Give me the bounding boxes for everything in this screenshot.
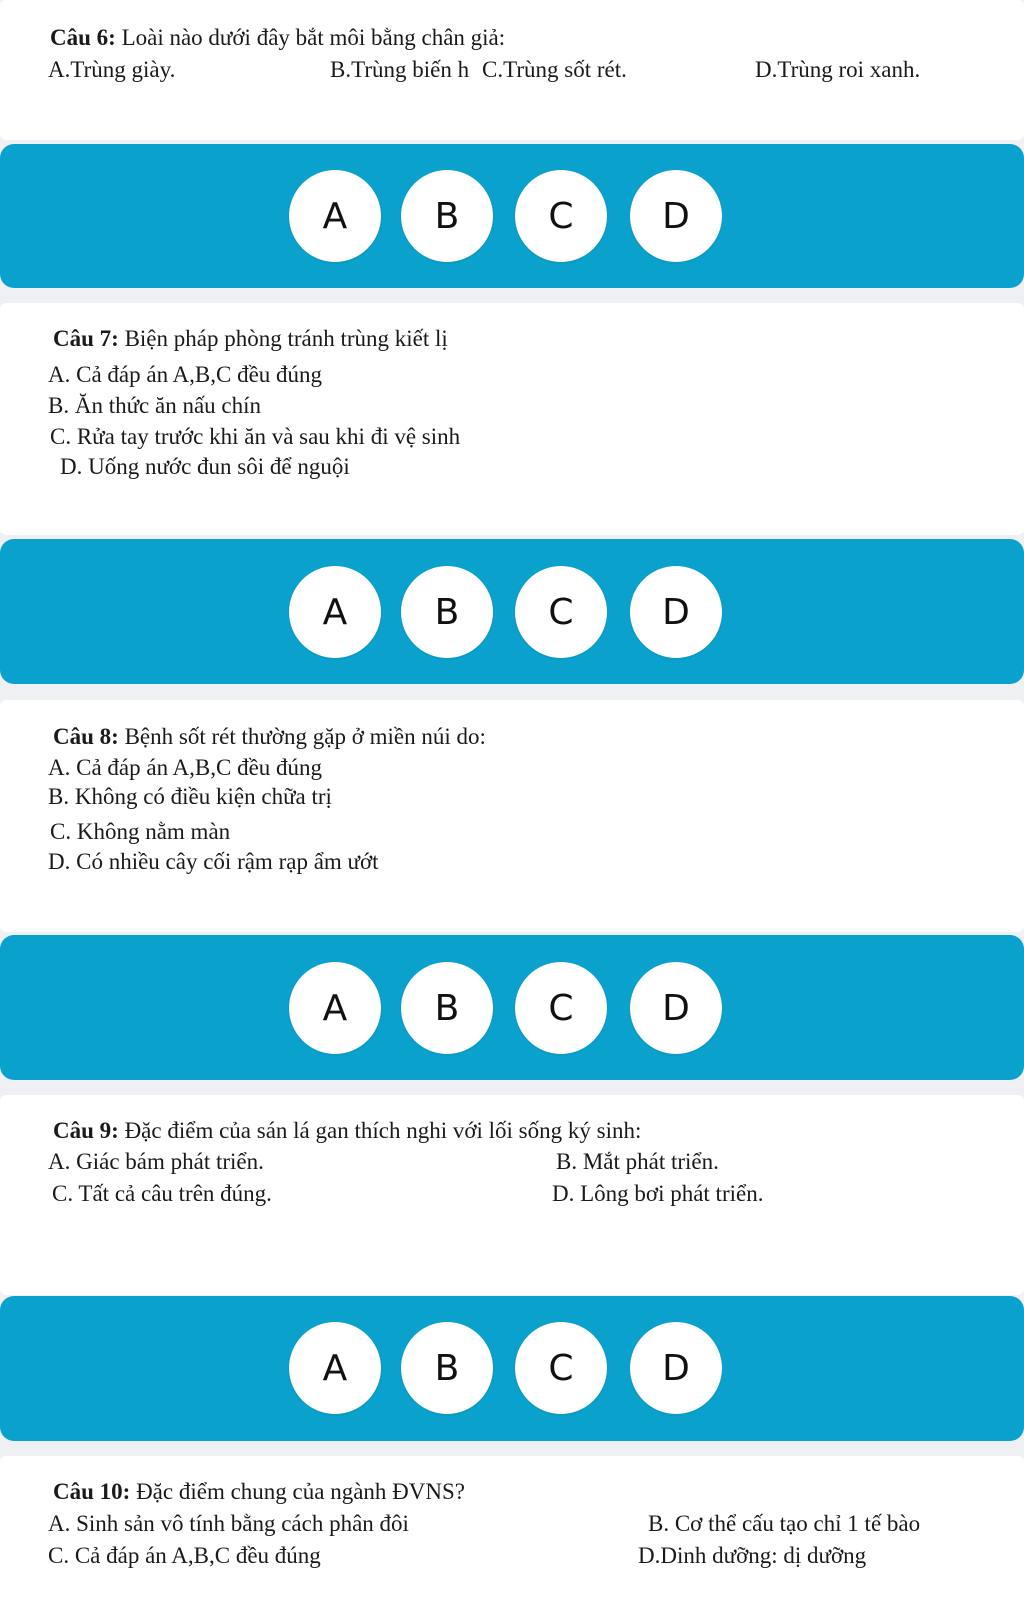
choice-c-button[interactable]: C	[515, 170, 607, 262]
choice-b-button[interactable]: B	[401, 170, 493, 262]
option-c: C. Rửa tay trước khi ăn và sau khi đi vệ sinh	[50, 424, 461, 449]
option-d: D. Lông bơi phát triển.	[552, 1181, 764, 1206]
choice-a-button[interactable]: A	[289, 566, 381, 658]
option-c: C. Tất cả câu trên đúng.	[52, 1181, 272, 1206]
question-number: Câu 10:	[53, 1479, 131, 1504]
question-title-6	[50, 26, 505, 49]
option-d: D.Trùng roi xanh.	[755, 57, 921, 82]
choice-d-button[interactable]: D	[630, 170, 722, 262]
choice-a-button[interactable]: A	[289, 1322, 381, 1414]
choice-c-button[interactable]: C	[515, 1322, 607, 1414]
question-text: Bệnh sốt rét thường gặp ở miền núi do:	[118, 724, 486, 749]
answer-bar-7	[0, 539, 1024, 684]
question-card-9	[0, 1095, 1024, 1295]
option-b: B. Mắt phát triển.	[556, 1149, 719, 1174]
question-card-7	[0, 303, 1024, 535]
choice-d-button[interactable]: D	[630, 1322, 722, 1414]
question-title-7	[53, 327, 448, 350]
option-b: B. Ăn thức ăn nấu chín	[48, 393, 262, 418]
choice-a-button[interactable]: A	[289, 170, 381, 262]
question-number: Câu 9:	[53, 1118, 119, 1143]
question-text: Biện pháp phòng tránh trùng kiết lị	[118, 326, 448, 351]
choice-a-button[interactable]: A	[289, 962, 381, 1054]
question-text: Đặc điểm của sán lá gan thích nghi với lối sống ký sinh:	[118, 1118, 642, 1143]
option-d: D.Dinh dưỡng: dị dưỡng	[638, 1543, 867, 1568]
answer-bar-6	[0, 144, 1024, 288]
question-text: Đặc điểm chung của ngành ĐVNS?	[130, 1479, 465, 1504]
choice-c-button[interactable]: C	[515, 962, 607, 1054]
question-text: Loài nào dưới đây bắt môi bằng chân giả:	[115, 25, 506, 50]
question-title-10	[53, 1480, 465, 1503]
option-b: B. Không có điều kiện chữa trị	[48, 784, 332, 809]
choice-b-button[interactable]: B	[401, 1322, 493, 1414]
option-a: A. Giác bám phát triển.	[48, 1149, 264, 1174]
option-a: A. Sinh sản vô tính bằng cách phân đôi	[48, 1511, 409, 1536]
answer-bar-9	[0, 1296, 1024, 1441]
choice-d-button[interactable]: D	[630, 566, 722, 658]
choice-b-button[interactable]: B	[401, 962, 493, 1054]
question-title-9	[53, 1119, 641, 1142]
question-number: Câu 6:	[50, 25, 116, 50]
option-a: A.Trùng giày.	[48, 57, 176, 82]
option-d: D. Uống nước đun sôi để nguội	[60, 454, 350, 479]
choice-d-button[interactable]: D	[630, 962, 722, 1054]
option-c: C.Trùng sốt rét.	[482, 57, 627, 82]
question-number: Câu 7:	[53, 326, 119, 351]
option-c: C. Không nằm màn	[50, 819, 231, 844]
question-number: Câu 8:	[53, 724, 119, 749]
option-d: D. Có nhiều cây cối rậm rạp ẩm ướt	[48, 849, 379, 874]
choice-b-button[interactable]: B	[401, 566, 493, 658]
question-title-8	[53, 725, 486, 748]
choice-c-button[interactable]: C	[515, 566, 607, 658]
question-card-8	[0, 700, 1024, 932]
option-a: A. Cả đáp án A,B,C đều đúng	[48, 362, 323, 387]
option-b: B.Trùng biến h	[330, 57, 470, 82]
question-card-6	[0, 0, 1024, 140]
option-b: B. Cơ thể cấu tạo chỉ 1 tế bào	[648, 1511, 921, 1536]
option-a: A. Cả đáp án A,B,C đều đúng	[48, 755, 323, 780]
answer-bar-8	[0, 935, 1024, 1080]
question-card-10	[0, 1456, 1024, 1613]
option-c: C. Cả đáp án A,B,C đều đúng	[48, 1543, 321, 1568]
